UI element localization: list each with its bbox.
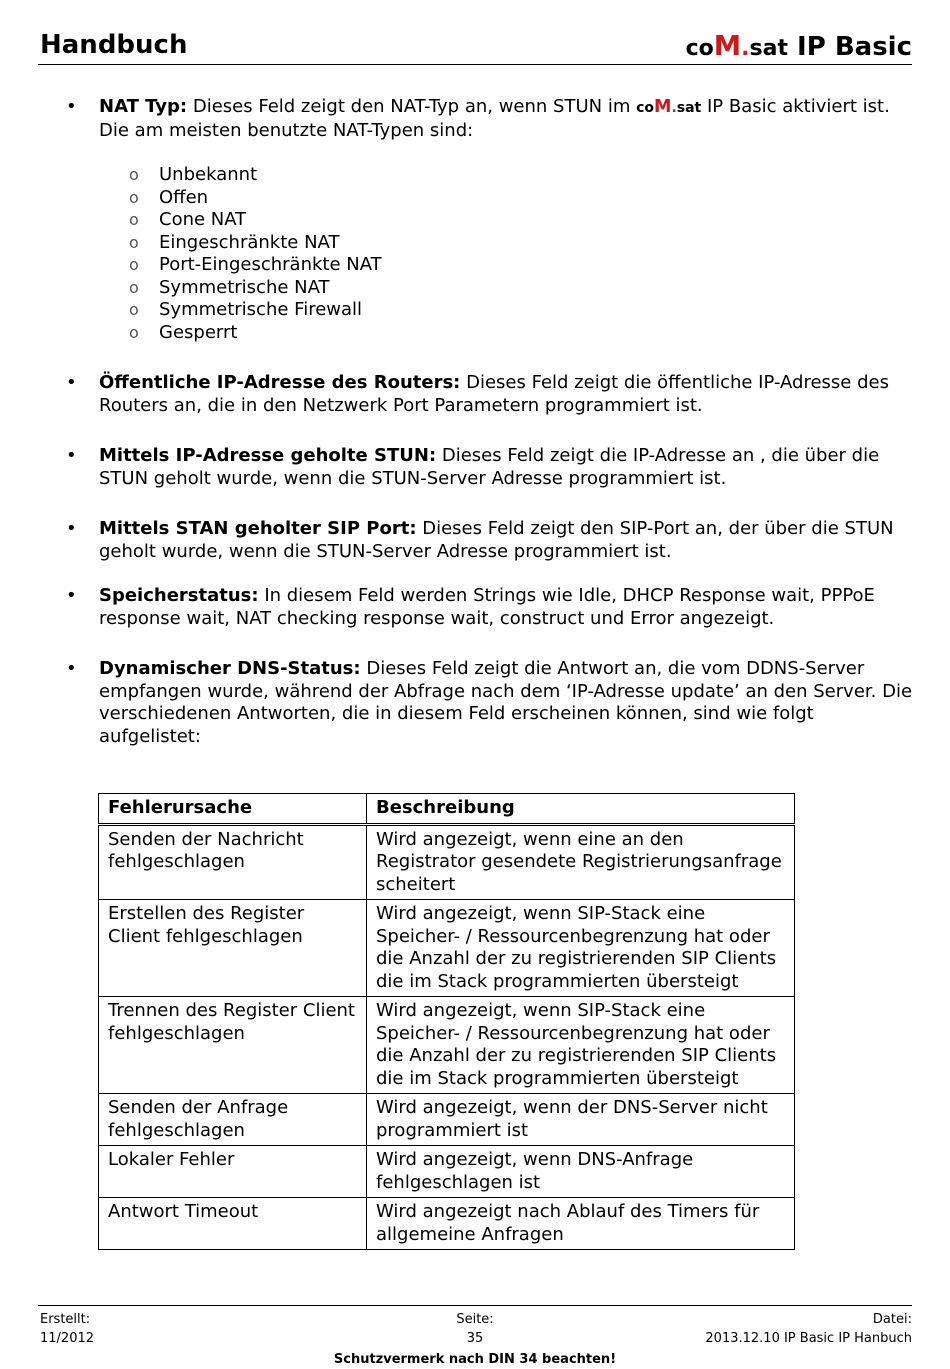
table-cell: Wird angezeigt, wenn SIP-Stack eine Speicher- / Ressourcenbegrenzung hat oder die Anzahl der zu registrierenden SIP Clients die im Stack programmierten übersteigt bbox=[367, 900, 795, 997]
bullet-text: Dieses Feld zeigt die öffentliche IP-Adresse des Routers an, die in den Netzwerk Port Parametern programmiert ist. bbox=[99, 372, 889, 416]
list-item: o Port-Eingeschränkte NAT bbox=[99, 254, 912, 277]
bullet-label: Dynamischer DNS-Status: bbox=[99, 658, 361, 679]
list-item: o Eingeschränkte NAT bbox=[99, 232, 912, 255]
bullet-memory-status bbox=[66, 585, 912, 630]
bullet-label: Mittels IP-Adresse geholte STUN: bbox=[99, 445, 437, 466]
table-header-row bbox=[99, 794, 795, 825]
list-item: o Offen bbox=[99, 187, 912, 210]
footer-file-value: 2013.12.10 IP Basic IP Hanbuch bbox=[705, 1331, 912, 1346]
table-cell: Wird angezeigt nach Ablauf des Timers für allgemeine Anfragen bbox=[367, 1198, 795, 1250]
footer-protection-note: Schutzvermerk nach DIN 34 beachten! bbox=[333, 1352, 617, 1367]
nat-type-list bbox=[99, 164, 912, 344]
header-product: IP Basic bbox=[788, 32, 912, 62]
list-item: o Cone NAT bbox=[99, 209, 912, 232]
table-row bbox=[99, 900, 795, 997]
table-cell: Wird angezeigt, wenn eine an den Registrator gesendete Registrierungsanfrage scheitert bbox=[367, 824, 795, 900]
bullet-text: IP Basic aktiviert ist. Die am meisten benutzte NAT-Typen sind: bbox=[99, 96, 890, 141]
table-row bbox=[99, 1094, 795, 1146]
header-brand bbox=[686, 30, 912, 62]
bullet-label: NAT Typ: bbox=[99, 96, 188, 117]
bullet-label: Speicherstatus: bbox=[99, 585, 259, 606]
bullet-text: Dieses Feld zeigt die IP-Adresse an , die über die STUN geholt wurde, wenn die STUN-Server Adresse programmiert ist. bbox=[99, 445, 880, 489]
bullet-stun-ip bbox=[66, 445, 912, 490]
table-cell: Senden der Anfrage fehlgeschlagen bbox=[99, 1094, 367, 1146]
column-header: Fehlerursache bbox=[99, 794, 367, 825]
table-cell: Senden der Nachricht fehlgeschlagen bbox=[99, 824, 367, 900]
error-table bbox=[98, 793, 795, 1250]
footer-file-label: Datei: bbox=[872, 1312, 912, 1327]
bullet-text: Dieses Feld zeigt den SIP-Port an, der über die STUN geholt wurde, wenn die STUN-Server Adresse programmiert ist. bbox=[99, 518, 894, 562]
table-row bbox=[99, 1146, 795, 1198]
list-item: o Unbekannt bbox=[99, 164, 912, 187]
bullet-label: Mittels STAN geholter SIP Port: bbox=[99, 518, 417, 539]
table-cell: Wird angezeigt, wenn der DNS-Server nicht programmiert ist bbox=[367, 1094, 795, 1146]
page-footer bbox=[38, 1305, 912, 1367]
table-row bbox=[99, 1198, 795, 1250]
bullet-public-ip bbox=[66, 372, 912, 417]
footer-page-label: Seite: bbox=[456, 1312, 494, 1327]
table-row bbox=[99, 824, 795, 900]
footer-page-number: 35 bbox=[466, 1331, 484, 1346]
footer-created-label: Erstellt: bbox=[40, 1312, 91, 1327]
page-content bbox=[66, 96, 912, 776]
list-item: o Symmetrische NAT bbox=[99, 277, 912, 300]
list-item: o Gesperrt bbox=[99, 322, 912, 345]
table-cell: Lokaler Fehler bbox=[99, 1146, 367, 1198]
table-cell: Wird angezeigt, wenn DNS-Anfrage fehlgeschlagen ist bbox=[367, 1146, 795, 1198]
bullet-label: Öffentliche IP-Adresse des Routers: bbox=[99, 372, 461, 393]
bullet-text: Dieses Feld zeigt die Antwort an, die vom DDNS-Server empfangen wurde, während der Abfrage nach dem ‘IP-Adresse update’ an den Server. Die verschiedenen Antworten, die in diesem Feld erscheinen können, sind wie folgt aufgelistet: bbox=[99, 658, 913, 747]
page-header bbox=[38, 28, 912, 65]
footer-created-value: 11/2012 bbox=[40, 1331, 95, 1346]
bullet-text: Dieses Feld zeigt den NAT-Typ an, wenn STUN im bbox=[187, 96, 637, 117]
table-cell: Trennen des Register Client fehlgeschlagen bbox=[99, 997, 367, 1094]
list-item: o Symmetrische Firewall bbox=[99, 299, 912, 322]
column-header: Beschreibung bbox=[367, 794, 795, 825]
table-cell: Wird angezeigt, wenn SIP-Stack eine Speicher- / Ressourcenbegrenzung hat oder die Anzahl der zu registrierenden SIP Clients die im Stack programmierten übersteigt bbox=[367, 997, 795, 1094]
footer-file bbox=[705, 1310, 912, 1348]
bullet-text: In diesem Feld werden Strings wie Idle, DHCP Response wait, PPPoE response wait, NAT checking response wait, construct und Error angezeigt. bbox=[99, 585, 875, 629]
brand-logo: coM.sat bbox=[685, 30, 788, 62]
table-cell: Antwort Timeout bbox=[99, 1198, 367, 1250]
table-row bbox=[99, 997, 795, 1094]
bullet-nat-type bbox=[66, 96, 912, 344]
inline-brand-logo: coM.sat bbox=[636, 97, 702, 117]
header-title: Handbuch bbox=[40, 30, 188, 60]
table-cell: Erstellen des Register Client fehlgeschlagen bbox=[99, 900, 367, 997]
bullet-ddns-status bbox=[66, 658, 912, 748]
bullet-sip-port bbox=[66, 518, 912, 563]
